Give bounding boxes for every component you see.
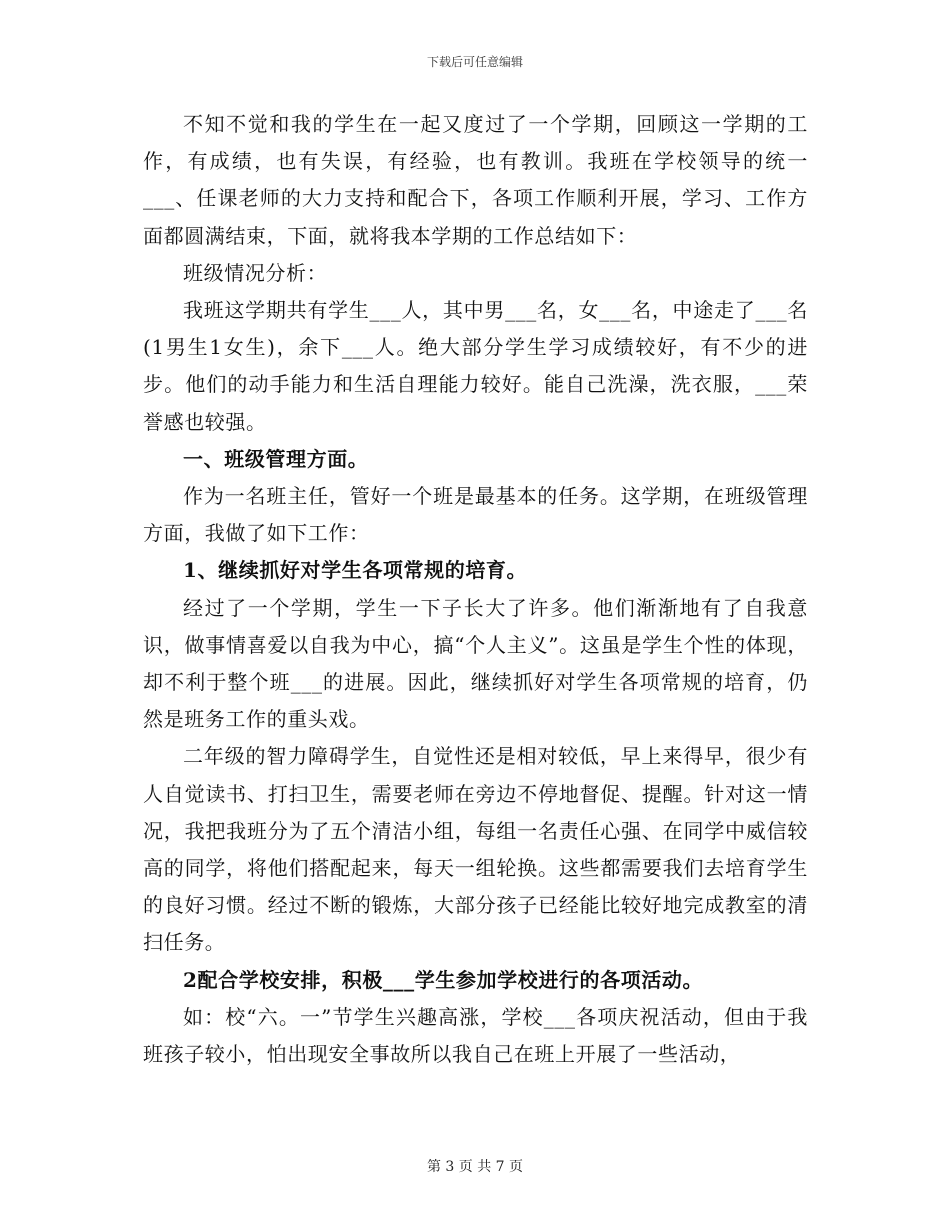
paragraph-class-analysis: 我班这学期共有学生___人，其中男___名，女___名，中途走了___名(1男生1女生)，余下___人。绝大部分学生学习成绩较好，有不少的进步。他们的动手能力和生活自理能力较好。能自己洗澡，洗衣服，___荣誉感也较强。 [143,298,808,434]
subheading-school-activities: 2配合学校安排，积极___学生参加学校进行的各项活动。 [183,967,704,992]
document-body [143,106,808,1073]
page-header: 下载后可任意编辑 [426,55,523,69]
paragraph-routine-2: 二年级的智力障碍学生，自觉性还是相对较低，早上来得早，很少有人自觉读书、打扫卫生，需要老师在旁边不停地督促、提醒。针对这一情况，我把我班分为了五个清洁小组，每组一名责任心强、在同学中威信较高的同学，将他们搭配起来，每天一组轮换。这些都需要我们去培育学生的良好习惯。经过不断的锻炼，大部分孩子已经能比较好地完成教室的清扫任务。 [143,744,808,955]
subheading-routine-training: 1、继续抓好对学生各项常规的培育。 [183,558,528,583]
paragraph-intro: 不知不觉和我的学生在一起又度过了一个学期，回顾这一学期的工作，有成绩，也有失误，有经验，也有教训。我班在学校领导的统一___、任课老师的大力支持和配合下，各项工作顺利开展，学习、工作方面都圆满结束，下面，就将我本学期的工作总结如下： [143,112,808,248]
paragraph-class-analysis-label: 班级情况分析： [183,260,328,285]
paragraph-routine-1: 经过了一个学期，学生一下子长大了许多。他们渐渐地有了自我意识，做事情喜爱以自我为中心，搞“个人主义”。这虽是学生个性的体现，却不利于整个班___的进展。因此，继续抓好对学生各项常规的培育，仍然是班务工作的重头戏。 [143,595,808,732]
paragraph-management-intro: 作为一名班主任，管好一个班是最基本的任务。这学期，在班级管理方面，我做了如下工作： [143,484,808,546]
section-heading-class-management: 一、班级管理方面。 [183,446,369,471]
page-footer: 第 3 页 共 7 页 [426,1159,524,1175]
paragraph-activities: 如：校“六。一”节学生兴趣高涨，学校___各项庆祝活动，但由于我班孩子较小，怕出现安全事故所以我自己在班上开展了一些活动， [143,1004,808,1067]
